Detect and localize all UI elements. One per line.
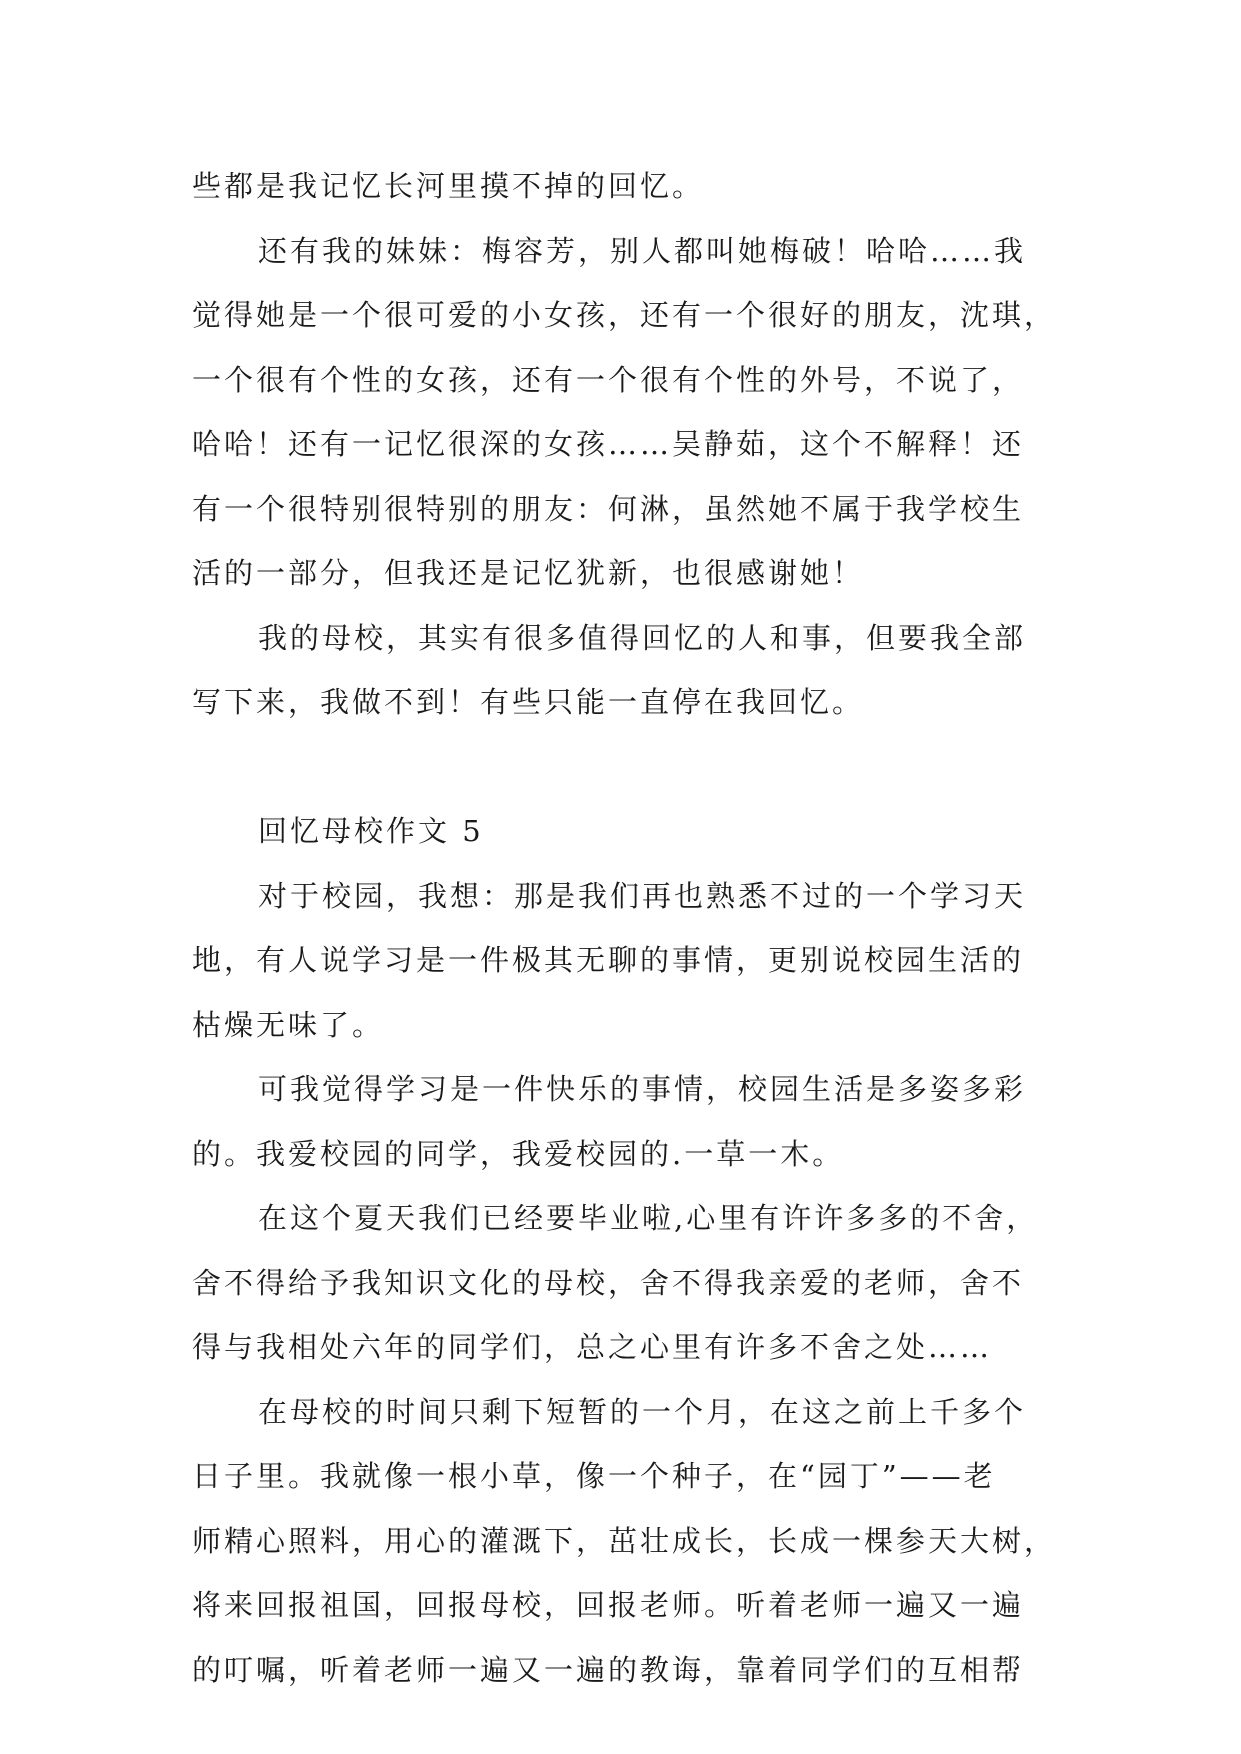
paragraph-start-line: 对于校园，我想：那是我们再也熟悉不过的一个学习天 (258, 878, 1027, 913)
paragraph-start-line: 可我觉得学习是一件快乐的事情，校园生活是多姿多彩 (258, 1072, 1027, 1106)
paragraph-start-line: 还有我的妹妹：梅容芳，别人都叫她梅破！哈哈……我 (258, 233, 1027, 268)
text-line: 枯燥无味了。 (192, 1007, 385, 1042)
text-line: 地，有人说学习是一件极其无聊的事情，更别说校园生活的 (192, 943, 1025, 977)
text-line: 的。我爱校园的同学，我爱校园的.一草一木。 (192, 1136, 845, 1171)
text-line: 将来回报祖国，回报母校，回报老师。听着老师一遍又一遍 (192, 1588, 1025, 1622)
paragraph-start-line: 我的母校，其实有很多值得回忆的人和事，但要我全部 (258, 620, 1027, 655)
text-line: 些都是我记忆长河里摸不掉的回忆。 (192, 169, 705, 203)
text-line: 师精心照料，用心的灌溉下，茁壮成长，长成一棵参天大树， (192, 1523, 1057, 1558)
text-line: 觉得她是一个很可爱的小女孩，还有一个很好的朋友，沈琪， (192, 298, 1057, 332)
text-line: 得与我相处六年的同学们，总之心里有许多不舍之处…… (192, 1330, 993, 1364)
section-heading: 回忆母校作文 5 (258, 814, 484, 848)
text-line: 一个很有个性的女孩，还有一个很有个性的外号，不说了， (192, 362, 1025, 397)
blank-line (192, 735, 1062, 800)
text-line: 日子里。我就像一根小草，像一个种子，在“园丁”——老 (192, 1459, 996, 1493)
text-line: 有一个很特别很特别的朋友：何淋，虽然她不属于我学校生 (192, 491, 1025, 526)
text-line: 写下来，我做不到！有些只能一直停在我回忆。 (192, 685, 865, 719)
text-line: 活的一部分，但我还是记忆犹新，也很感谢她！ (192, 556, 865, 590)
text-line: 哈哈！还有一记忆很深的女孩……吴静茹，这个不解释！还 (192, 427, 1025, 461)
text-line: 的叮嘱，听着老师一遍又一遍的教诲，靠着同学们的互相帮 (192, 1652, 1025, 1687)
text-line: 舍不得给予我知识文化的母校，舍不得我亲爱的老师，舍不 (192, 1265, 1025, 1300)
paragraph-start-line: 在母校的时间只剩下短暂的一个月，在这之前上千多个 (258, 1394, 1027, 1429)
document-body (192, 154, 1062, 1702)
paragraph-start-line: 在这个夏天我们已经要毕业啦,心里有许许多多的不舍， (258, 1201, 1039, 1235)
